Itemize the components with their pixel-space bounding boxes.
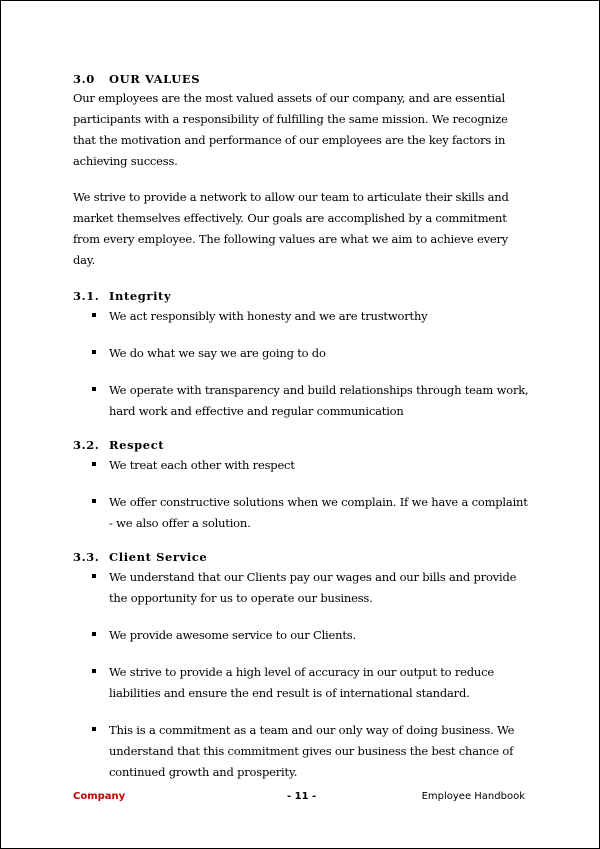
section-paragraph-2: We strive to provide a network to allow our team to articulate their skills and market themselves effectively. Our goals are accomplished by a commitment from every employee. The following values are what we aim to achieve every day. [73, 190, 509, 267]
bullet-icon [92, 387, 96, 391]
section-heading [73, 71, 533, 87]
list-item-text: We understand that our Clients pay our wages and our bills and provide the opportunity for us to operate our business. [109, 570, 517, 605]
subsection-heading-respect [73, 437, 533, 453]
bullet-icon [92, 574, 96, 578]
bullet-icon [92, 499, 96, 503]
list-item-text: This is a commitment as a team and our only way of doing business. We understand that this commitment gives our business the best chance of continued growth and prosperity. [109, 723, 515, 779]
list-item [73, 567, 533, 609]
list-item [73, 625, 533, 646]
list-item-text: We offer constructive solutions when we complain. If we have a complaint - we also offer a solution. [109, 495, 528, 530]
bullet-icon [92, 462, 96, 466]
subsection-heading-integrity [73, 288, 533, 304]
bullet-icon [92, 313, 96, 317]
list-item [73, 380, 533, 422]
page-footer [73, 791, 525, 805]
section-title: OUR VALUES [109, 72, 201, 86]
subsection-heading-client-service [73, 549, 533, 565]
list-item-text: We act responsibly with honesty and we are trustworthy [109, 309, 428, 323]
list-item [73, 306, 533, 327]
section-paragraph-1: Our employees are the most valued assets of our company, and are essential participants with a responsibility of fulfilling the same mission. We recognize that the motivation and performance of our employees are the key factors in achieving success. [73, 91, 508, 168]
subsection-title: Integrity [109, 289, 172, 303]
list-item [73, 720, 533, 783]
bullet-icon [92, 350, 96, 354]
bullet-icon [92, 669, 96, 673]
footer-document-title: Employee Handbook [421, 791, 525, 802]
list-item [73, 343, 533, 364]
list-item [73, 662, 533, 704]
respect-list [73, 455, 533, 534]
subsection-title: Client Service [109, 550, 208, 564]
subsection-title: Respect [109, 438, 165, 452]
footer-page-number: - 11 - [287, 791, 317, 802]
list-item [73, 492, 533, 534]
integrity-list [73, 306, 533, 422]
section-number: 3.0 [73, 72, 95, 86]
list-item-text: We do what we say we are going to do [109, 346, 326, 360]
list-item-text: We strive to provide a high level of accuracy in our output to reduce liabilities and ensure the end result is of international standard. [109, 665, 494, 700]
client-service-list [73, 567, 533, 783]
subsection-number: 3.1. [73, 289, 100, 303]
bullet-icon [92, 632, 96, 636]
subsection-number: 3.3. [73, 550, 100, 564]
list-item-text: We provide awesome service to our Clients. [109, 628, 356, 642]
list-item-text: We operate with transparency and build relationships through team work, hard work and effective and regular communication [109, 383, 529, 418]
page-content [73, 71, 533, 783]
list-item [73, 455, 533, 476]
subsection-number: 3.2. [73, 438, 100, 452]
footer-company: Company [73, 791, 126, 802]
list-item-text: We treat each other with respect [109, 458, 295, 472]
bullet-icon [92, 727, 96, 731]
